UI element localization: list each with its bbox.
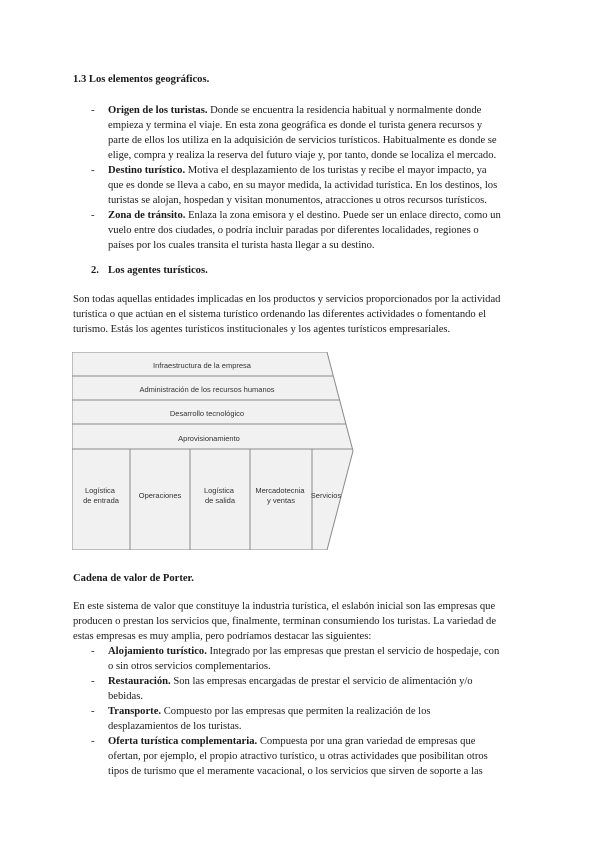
text-transporte: Compuesto por las empresas que permiten la realización de los desplazamientos de los turistas. (108, 706, 431, 732)
text-destino: Motiva el desplazamiento de los turistas y recibe el mayor impacto, ya que es donde se lleva a cabo, en su mayor medida, la actividad turística. En los destinos, los turistas se alojan, hospedan y visitan monumentos, atracciones u otros recursos turísticos. (108, 165, 498, 206)
bullet-dash: - (91, 706, 95, 717)
list-item-oferta-complementaria (108, 734, 503, 779)
section2-paragraph: Son todas aquellas entidades implicadas en los productos y servicios proporcionados por la actividad turística o que actúan en el sistema turístico ordenando las diferentes actividades o fomentando el turismo. Estás los agentes turísticos institucionales y los agentes turísticos empresariales. (73, 294, 501, 335)
term-origen: Origen de los turistas. (108, 105, 208, 116)
support-label-infraestructura: Infraestructura de la empresa (153, 361, 251, 370)
list-item-alojamiento (108, 644, 503, 674)
term-destino: Destino turístico. (108, 165, 186, 176)
text-origen: Donde se encuentra la residencia habitual y normalmente donde empieza y termina el viaje. En esta zona geográfica es donde el turista genera recursos y parte de ellos los utiliza en la adquisición de servicios turísticos. Habitualmente es donde se elige, compra y realiza la reserva del futuro viaje y, por tanto, donde se localiza el mercado. (108, 105, 497, 161)
section-heading-2: Los agentes turísticos. (108, 265, 208, 276)
section-number-2: 2. (91, 265, 99, 276)
list-item-transito (108, 208, 503, 253)
text-alojamiento: Integrado por las empresas que prestan el servicio de hospedaje, con o sin otros servicios complementarios. (108, 646, 500, 672)
support-label-desarrollo: Desarrollo tecnológico (169, 409, 245, 418)
primary-label-line: de entrada (83, 496, 119, 505)
primary-label-line: Logística (84, 486, 115, 495)
term-oferta-complementaria: Oferta turística complementaria. (108, 736, 258, 747)
list-item-transporte (108, 704, 503, 734)
bullet-dash: - (91, 165, 95, 176)
value-chain-outline (72, 352, 353, 550)
bullet-dash: - (91, 736, 95, 747)
primary-label-line: de salida (204, 496, 236, 505)
term-transito: Zona de tránsito. (108, 210, 186, 221)
primary-label-servicios: Servicios (310, 491, 342, 500)
support-label-recursos-humanos: Administración de los recursos humanos (139, 385, 275, 394)
primary-label-logistica-salida (204, 486, 236, 505)
term-alojamiento: Alojamiento turístico. (108, 646, 207, 657)
primary-label-line: y ventas (267, 496, 295, 505)
term-restauracion: Restauración. (108, 676, 171, 687)
section2-paragraph-2: En este sistema de valor que constituye la industria turística, el eslabón inicial son las empresas que producen o prestan los servicios que, finalmente, terminan consumiendo los turistas. La variedad de estas empresas es muy amplia, pero podríamos destacar las siguientes: (73, 601, 497, 642)
bullet-dash: - (91, 210, 95, 221)
list-item-origen (108, 103, 503, 163)
primary-label-line: Mercadotecnia (255, 486, 305, 495)
primary-label-line: Logística (203, 486, 234, 495)
list-item-destino (108, 163, 503, 208)
text-oferta-complementaria: Compuesta por una gran variedad de empresas que ofertan, por ejemplo, el propio atractivo turístico, u otras actividades que posibilitan otros tipos de turismo que el meramente vacacional, o los servicios que sirven de soporte a las (108, 736, 488, 777)
bullet-dash: - (91, 105, 95, 116)
primary-label-operaciones: Operaciones (138, 491, 182, 500)
text-restauracion: Son las empresas encargadas de prestar el servicio de alimentación y/o bebidas. (108, 676, 473, 702)
porter-value-chain-diagram (72, 352, 354, 550)
section-heading-1-3: 1.3 Los elementos geográficos. (73, 74, 210, 85)
term-transporte: Transporte. (108, 706, 162, 717)
list-item-restauracion (108, 674, 503, 704)
primary-label-logistica-entrada (83, 486, 120, 505)
bullet-dash: - (91, 676, 95, 687)
text-transito: Enlaza la zona emisora y el destino. Puede ser un enlace directo, como un vuelo entre dos ciudades, o podría incluir paradas por diferentes localidades, regiones o países por los cuales transita el turista hasta llegar a su destino. (108, 210, 501, 251)
bullet-dash: - (91, 646, 95, 657)
diagram-caption: Cadena de valor de Porter. (73, 573, 194, 584)
support-label-aprovisionamiento: Aprovisionamiento (178, 434, 240, 443)
